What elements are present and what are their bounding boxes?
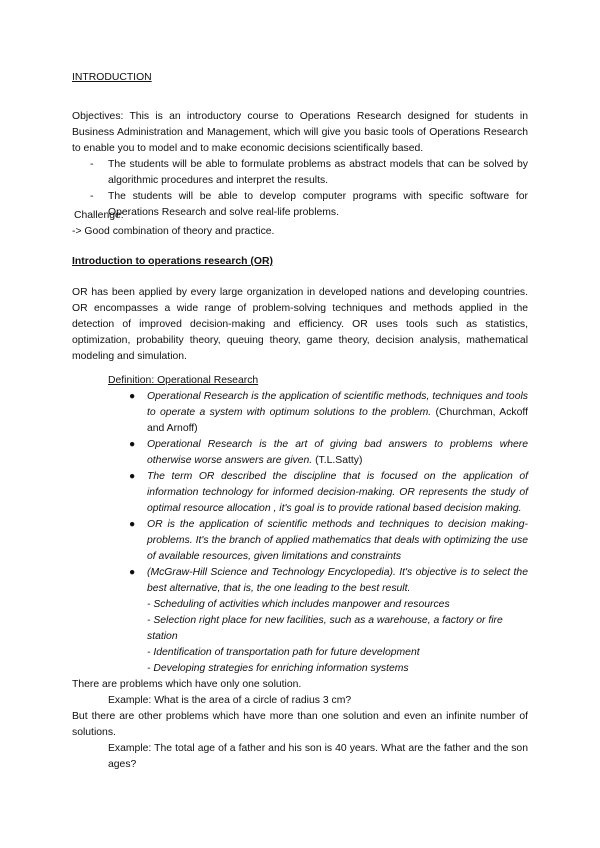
definition-item bbox=[72, 517, 528, 565]
bullet-icon: ● bbox=[129, 391, 136, 402]
definition-text: OR is the application of scientific methods and techniques to decision making-problems. It's the branch of applied mathematics that deals with optimizing the use of available resources, given limitations and constraints bbox=[147, 519, 528, 562]
bullet-icon: ● bbox=[129, 471, 136, 482]
dash-marker: - bbox=[90, 159, 94, 170]
example-2: Example: The total age of a father and his son is 40 years. What are the father and the son ages? bbox=[108, 743, 528, 770]
definition-heading: Definition: Operational Research bbox=[108, 375, 259, 386]
sub-item: - Selection right place for new facilities, such as a warehouse, a factory or fire station bbox=[147, 615, 503, 642]
example-1: Example: What is the area of a circle of radius 3 cm? bbox=[108, 695, 352, 706]
definition-text: (McGraw-Hill Science and Technology Encyclopedia). It's objective is to select the best alternative, that is, the one leading to the best result. bbox=[147, 567, 528, 594]
problems-text bbox=[72, 677, 528, 773]
definition-text: The term OR described the discipline that is focused on the application of information technology for informed decision-making. OR represents the study of optimal resource allocation , it's goal is to provide rational based decision making. bbox=[147, 471, 528, 514]
goal-item bbox=[72, 157, 528, 189]
dash-marker: - bbox=[90, 191, 94, 202]
definition-item bbox=[72, 565, 528, 597]
definition-source: (Churchman, Ackoff and Arnoff) bbox=[147, 407, 528, 434]
definition-source: (T.L.Satty) bbox=[315, 455, 363, 466]
sub-item: - Scheduling of activities which includes manpower and resources bbox=[147, 599, 450, 610]
definitions-list bbox=[72, 389, 528, 677]
goal-text: The students will be able to develop computer programs with specific software for Operations Research and solve real-life problems. bbox=[108, 191, 528, 218]
definition-item bbox=[72, 437, 528, 469]
or-heading: Introduction to operations research (OR) bbox=[72, 256, 273, 267]
objectives-paragraph: Objectives: This is an introductory course to Operations Research designed for students in Business Administration and Management, which will give you basic tools of Operations Research to enable you to model and to make economic decisions scientifically based. bbox=[72, 111, 528, 154]
many-solutions-text: But there are other problems which have more than one solution and even an infinite number of solutions. bbox=[72, 711, 528, 738]
challenge-text: -> Good combination of theory and practice. bbox=[72, 226, 275, 237]
goal-text: The students will be able to formulate problems as abstract models that can be solved by algorithmic procedures and interpret the results. bbox=[108, 159, 528, 186]
sub-item: - Identification of transportation path for future development bbox=[147, 647, 420, 658]
intro-heading: INTRODUCTION bbox=[72, 72, 152, 83]
definition-item bbox=[72, 389, 528, 437]
one-solution-text: There are problems which have only one solution. bbox=[72, 679, 302, 690]
sub-item: - Developing strategies for enriching information systems bbox=[147, 663, 409, 674]
bullet-icon: ● bbox=[129, 567, 136, 578]
or-paragraph: OR has been applied by every large organization in developed nations and developing countries. OR encompasses a wide range of problem-solving techniques and methods applied in the detection of improved decision-making and efficiency. OR uses tools such as statistics, optimization, probability theory, queuing theory, game theory, decision analysis, mathematical modeling and simulation. bbox=[72, 287, 528, 362]
bullet-icon: ● bbox=[129, 519, 136, 530]
challenge-label: Challenge: bbox=[74, 210, 124, 221]
definition-item bbox=[72, 469, 528, 517]
bullet-icon: ● bbox=[129, 439, 136, 450]
definition-text: Operational Research is the art of giving bad answers to problems where otherwise worse answers are given. bbox=[147, 439, 528, 466]
definition-text: Operational Research is the application of scientific methods, techniques and tools to operate a system with optimum solutions to the problem. bbox=[147, 391, 528, 418]
